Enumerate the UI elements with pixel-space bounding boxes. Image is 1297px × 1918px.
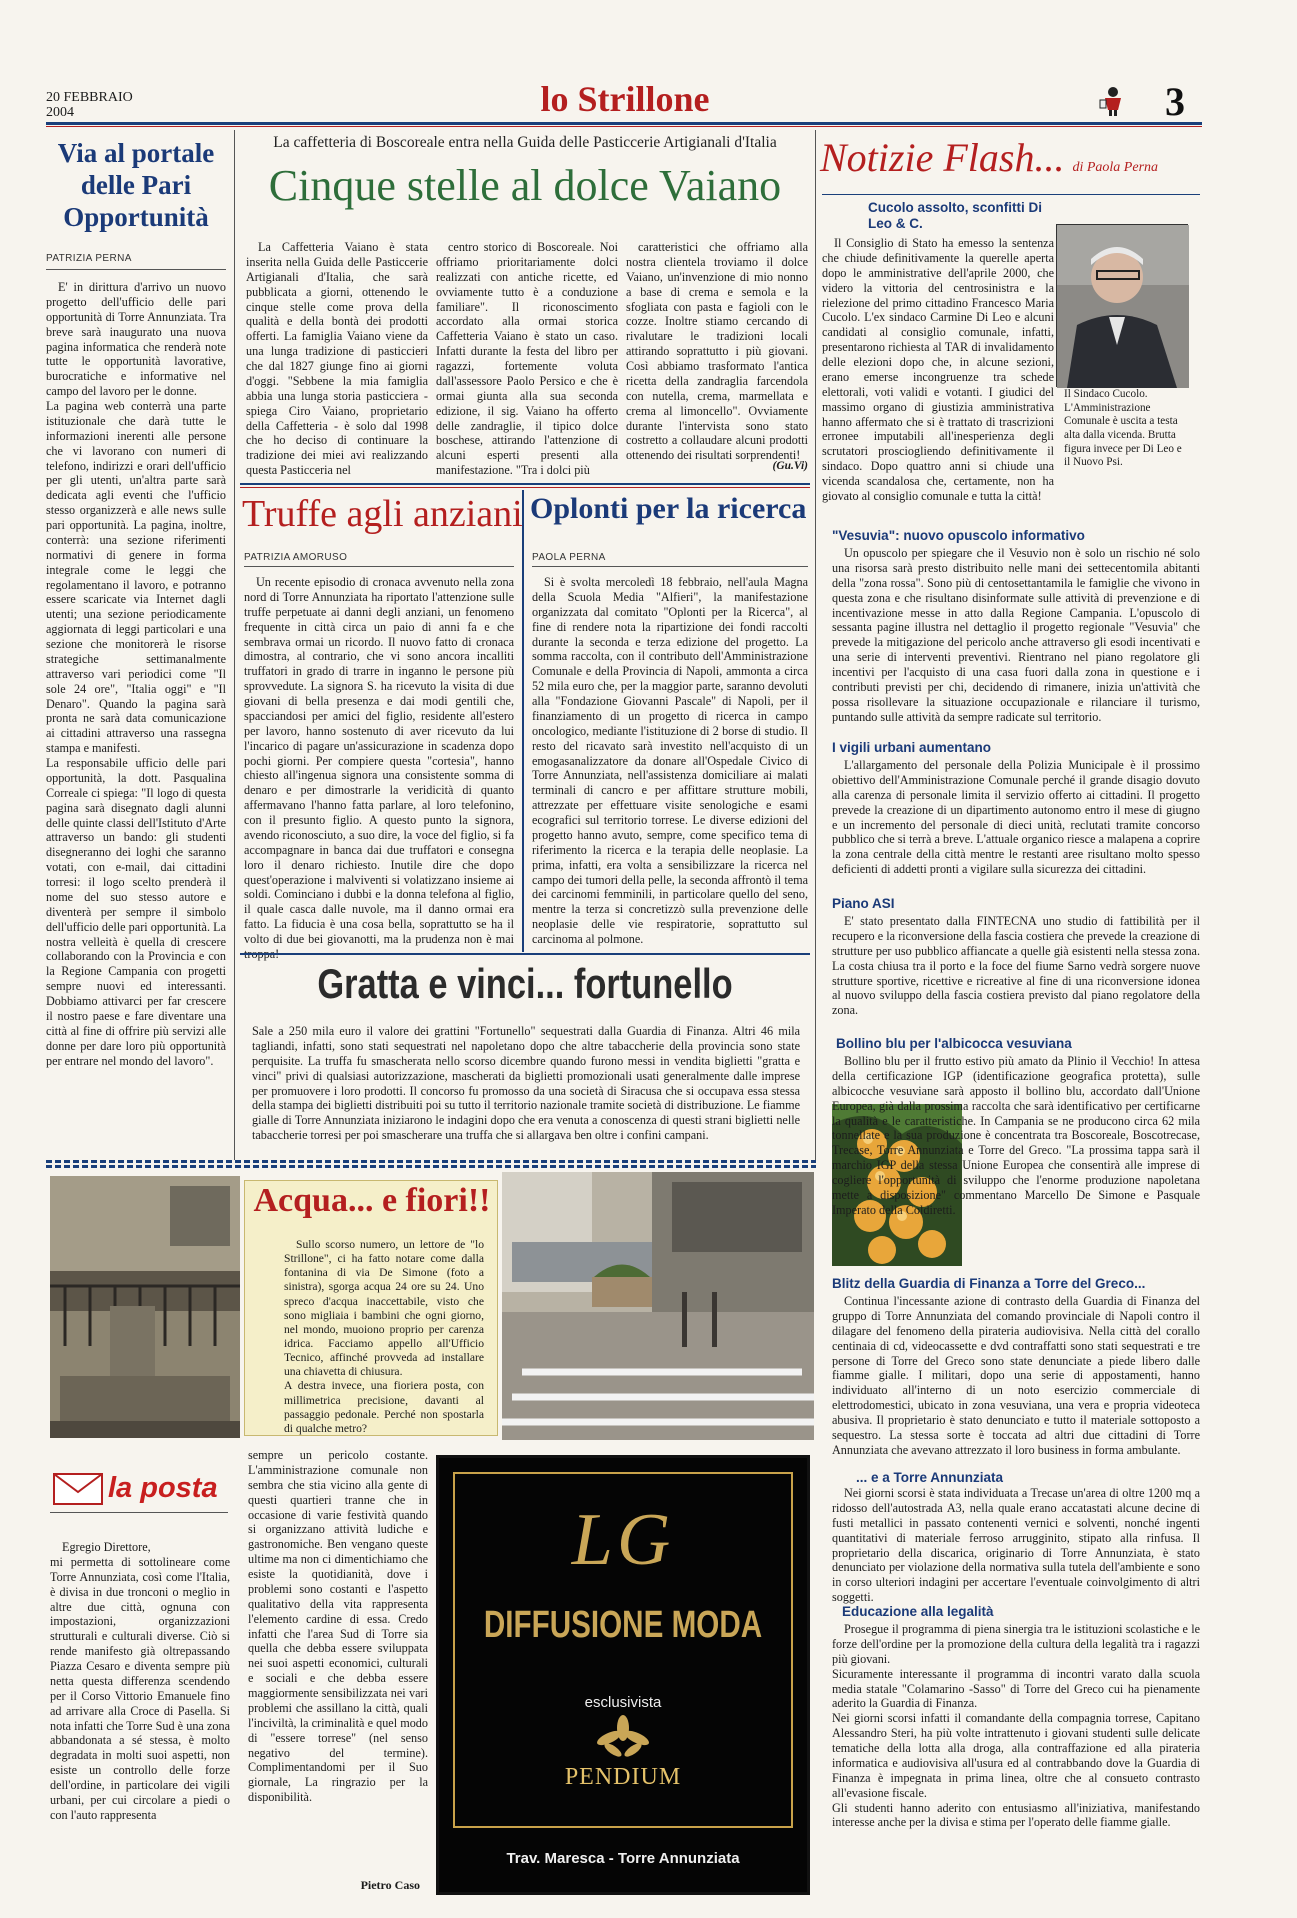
flash-item-4-body: Bollino blu per il frutto estivo più amato da Plinio il Vecchio! In attesa della certificazione IGP (identificazione geografica protetta), sulle albicocche vesuviane sarà apposto il bollino blu, accordato dall'Unione Europea, già dalla prossima raccolta che sarà identificativo per certificarne la qualità e le caratteristiche. In Campania se ne producono circa 62 mila tonnellate e la sua produzione è concentrata tra Boscoreale, Boscotrecase, Trecase, Torre Annunziata e Torre del Greco. "La prossima tappa sarà il marchio IGP della stessa Unione Europea che consentirà alle imprese di cogliere l'opportunità di sviluppo che l'enorme produzione napoletana mette a disposizione" commentano Marcello De Simone e Pasquale Imperato della Coldiretti.: [832, 1054, 1200, 1217]
flash-item-2-body: L'allargamento del personale della Polizia Municipale è il prossimo obiettivo dell'Amministrazione Comunale perché il grande disagio dovuto alla carenza di personale limita il servizio offerto ai cittadini. Il progetto prevede la creazione di un dipartimento autonomo entro il mese di giugno e un incremento del personale di dieci unità, reclutati tramite concorso pubblico che si terrà a breve. L'attuale organico riesce a malapena a coprire la zona centrale della città mentre le restanti aree risultano molto spesso deficienti di addetti pronti a vigilare sulla sicurezza dei cittadini.: [832, 758, 1200, 877]
flash-item-1-title: "Vesuvia": nuovo opuscolo informativo: [832, 528, 1085, 543]
ad-partner: PENDIUM: [564, 1764, 682, 1790]
gratta-title: Gratta e vinci... fortunello: [317, 960, 733, 1007]
fountain-photo: [50, 1176, 240, 1438]
flash-item-7-body: Prosegue il programma di piena sinergia tra le istituzioni scolastiche e le forze dell'ordine per la promozione della cultura della legalità tra i ragazzi più giovani. Sicuramente interessante il programma di incontri varato dalla scuola media statale "Colamarino -Sasso" di Torre del Greco cui ha pienamente aderito la Guardia di Finanza. Nei giorni scorsi infatti il comandante della compagnia torrese, Capitano Alessandro Steri, ha più volte intrattenuto i giovani studenti sulle delicate tematiche della lotta alla droga, alla contraffazione ed alla pirateria informatica e audiovisiva all'usura ed al contrabbando dove la Guardia di Finanza è impegnata in prima linea, oltre che al consueto contrasto all'evasione fiscale. Gli studenti hanno aderito con entusiasmo all'iniziativa, manifestando interesse anche per la divisa e stima per l'operato delle fiamme gialle.: [832, 1622, 1200, 1830]
flash-item-3-title: Piano ASI: [832, 896, 895, 911]
posta-col2: sempre un pericolo costante. L'amministrazione comunale non sembra che stia vicino alla gente di questi quartieri tranne che in occasione di varie festività quando si organizzano attività ludiche e gastronomiche. Ben vengano queste ultime ma non ci dimentichiamo che esiste la quotidianità, dove i problemi sono costanti e l'aspetto qualitativo della vita rappresenta l'elemento cardine di essa. Credo infatti che l'area Sud di Torre sia quella che debba essere sviluppata nei suoi aspetti economici, culturali e sociali e che debba essere maggiormente sensibilizzata nei vari problemi che assillano la città, quali l'inciviltà, la criminalità e quel modo di "essere torrese" (nel senso negativo del termine). Complimentandomi per il Suo giornale, La ringrazio per la disponibilità.: [248, 1448, 428, 1805]
flash-rule: [822, 194, 1200, 195]
flash-item-5-body: Continua l'incessante azione di contrasto della Guardia di Finanza del gruppo di Torre Annunziata del comando provinciale di Napoli contro il dilagare del fenomeno della pirateria audiovisiva. Nella città del corallo centinaia di cd, videocassette e dvd contraffatti sono stati sequestrati e tre persone di Torre del Greco sono state denunciate a piede libero dalle fiamme gialle. I militari, dopo una serie di appostamenti, hanno individuato all'interno di un noto esercizio commerciale di elettrodomestici, ubicato in zona vesuviana, una vera e propria videoteca abusiva. Il proprietario è stato denunciato e tutto il materiale sottoposto a sequestro. La stessa sorte è toccata ad altri due cittadini di Torre Annunziata che avevano attrezzato il loro business in forma ambulante.: [832, 1294, 1200, 1457]
flash-item-7-title: Educazione alla legalità: [842, 1604, 994, 1619]
ad-brand: DIFFUSIONE MODA: [483, 1604, 763, 1646]
vaiano-col3: caratteristici che offriamo alla nostra clientela troviamo il dolce Vaiano, un'invenzione di mio nonno a base di crema e semola e la sfogliata con pasta e fagioli con le cozze. Inoltre stiamo cercando di rivalutare le tradizioni locali attirando soprattutto i più giovani. Così abbiamo trasformato l'antica ricetta della zandraglia farcendola con nutella, crema, marmellata e crema al limoncello". Ovviamente durante l'intervista sono stato costretto a collaudare alcuni prodotti ottenendo dei risultati sorprendenti!: [626, 240, 808, 463]
truffe-title: Truffe agli anziani: [242, 493, 523, 535]
mayor-photo: [1056, 224, 1188, 387]
vaiano-col2: centro storico di Boscoreale. Noi offriamo prioritariamente dolci realizzati con antiche ricette, ed ovviamente tutto è a conduzione familiare". Il riconoscimento accordato alla ormai storica Caffetteria Vaiano è stato un caso. Infatti durante la festa del libro per ragazzi, fortemente voluta dall'assessore Paolo Persico e che è ormai giunta alla sua seconda edizione, il sig. Vaiano ha offerto delle zandraglie, il tipico dolce boschese, attirando l'attenzione di alcuni esperti presenti alla manifestazione. "Tra i dolci più: [436, 240, 618, 478]
acqua-title: Acqua... e fiori!!: [253, 1182, 491, 1219]
mayor-caption: Il Sindaco Cucolo. L'Amministrazione Comunale è uscita a testa alta dalla vicenda. Brutta figura invece per Di Leo e il Nuovo Psi.: [1064, 388, 1182, 469]
rule-gratta-top: [240, 953, 810, 955]
rule-vaiano-bottom-red: [240, 487, 810, 488]
flash-item-4-body-cont: [966, 1092, 1200, 1093]
flash-item-4-title: Bollino blu per l'albicocca vesuviana: [836, 1036, 1072, 1051]
flower-icon: [593, 1714, 653, 1764]
col-divider-left: [234, 130, 235, 1160]
pari-byline: PATRIZIA PERNA: [46, 253, 132, 264]
flash-item-2-title: I vigili urbani aumentano: [832, 740, 992, 755]
flash-item-3-body: E' stato presentato dalla FINTECNA uno studio di fattibilità per il recupero e la riconversione della fascia costiera che prevede la creazione di strutture per uso pubblico affiancate a quelle già esistenti nella stessa zona. La costa chiusa tra il porto e la foce del fiume Sarno vedrà sorgere nuove strutture sportive, ricettive e ricreative al fine di una riconversione idonea al nuovo sviluppo della fascia costiera previsto dal piano regolatore della zona.: [832, 914, 1200, 1018]
flash-title-b: Flash...: [943, 135, 1065, 180]
acqua-body: Sullo scorso numero, un lettore de "lo Strillone", ci ha fatto notare come dalla fontanina di via De Simone (foto a sinistra), sgorga acqua 24 ore su 24. Uno spreco d'acqua inaccettabile, visto che sono migliaia i bambini che ogni giorno, nel mondo, muoiono proprio per carenza idrica. Facciamo appello all'Ufficio Tecnico, affinché provveda ad installare una chiavetta di chiusura. A destra invece, una fioriera posta, con millimetrica precisione, davanti al passaggio pedonale. Perché non spostarla di qualche metro?: [284, 1238, 484, 1435]
paperboy-icon: [1100, 86, 1126, 116]
col-divider-right: [815, 130, 816, 1160]
envelope-icon: [52, 1470, 104, 1506]
oplonti-body: Si è svolta mercoledì 18 febbraio, nell'aula Magna della Scuola Media "Alfieri", la manifestazione organizzata dal comitato "Oplonti per la Ricerca", al fine di rendere nota la ripartizione dei fondi raccolti durante la seconda e terza edizione del progetto. La somma raccolta, con il contributo dell'Amministrazione Comunale e della Provincia di Napoli, ammonta a circa 52 mila euro che, per la maggior parte, saranno devoluti alla "Fondazione Giovanni Pascale" di Napoli, per il finanziamento di un progetto di ricerca in campo oncologico, mediante l'istituzione di 2 borse di studio. Il resto del ricavato sarà investito nell'acquisto di un emogasanalizzatore da donare all'Ospedale Civico di Torre Annunziata, nell'assistenza domiciliare ai malati terminali di cancro e per affittare strutture mobili, attrezzate per effettuare visite senologiche e esami ecografici sul territorio torrese. Le diverse edizioni del progetto hanno avuto, sempre, come specifico tema di riferimento la ricerca e la terapia delle neoplasie. La prima, infatti, era volta a sensibilizzare la ricerca nel campo dei tumori della pelle, la seconda affrontò il tema dei carcinomi femminili, in particolare quello del seno, mentre la terza si concretizzò sulla prevenzione delle neoplasie delle vie respiratorie, soprattutto sul carcinoma al polmone.: [532, 575, 808, 946]
flash-item-6-title: ... e a Torre Annunziata: [856, 1470, 1004, 1485]
pari-title: Via al portale delle Pari Opportunità: [57, 138, 215, 232]
oplonti-rule: [532, 566, 808, 567]
flash-item-1-body: Un opuscolo per spiegare che il Vesuvio non è solo un rischio né solo una risorsa sarà presto distribuito nelle mani dei settecentomila abitanti della "zona rossa". Sono più di centosettantamila le famiglie che vivono in questa zona e che risultano disinformate sulle attività di prevenzione e di incentivazione messe in atto dalla Regione Campania. L'opuscolo di sessanta pagine illustra nel dettaglio il progetto regionale "Vesuvia" che prevede la mitigazione del pericolo anche attraverso gli esodi incentivati e una serie di interventi preventivi. Rientrano nel piano regolatore gli incentivi per l'acquisto di una casa fuori dalla zona in questione e i contributi previsti per chi, decidendo di rimanere, inizia un'attività che possa risollevare la situazione occupazionale e rilanciare il turismo, puntando sulle attività da sempre radicate sul territorio.: [832, 546, 1200, 724]
truffe-body: Un recente episodio di cronaca avvenuto nella zona nord di Torre Annunziata ha riportato l'attenzione sulle truffe perpetuate ai danni degli anziani, un fenomeno frequente in città circa un paio di anni fa e che sembrava ormai un ricordo. Il nuovo fatto di cronaca dimostra, al contrario, che vi sono ancora incalliti truffatori in grado di trarre in inganno le persone più sprovvedute. La signora S. ha ricevuto la visita di due giovani di bella presenza e dai modi gentili che, spacciandosi per amici del figlio, residente all'estero per lavoro, hanno sostenuto di aver ricevuto da lui l'incarico di pagare un'assicurazione in scadenza dopo pochi giorni. Per compiere questa "cortesia", hanno chiesto all'ingenua signora una consistente somma di denaro e per dimostrarle la veridicità di quanto affermavano l'hanno fatta parlare, al loro telefonino, con il presunto figlio. A questo punto la signora, avendo riconosciuto, a suo dire, la voce del figlio, si fa accompagnare in banca dai due truffatori e consegna loro il denaro richiesto. Inutile dire che dopo quest'operazione i malviventi si volatizzano insieme ai soldi. Cominciano i dubbi e la donna telefona al figlio, il quale casca dalle nuvole, ma il danno ormai era fatto. La fiducia è una cosa bella, soprattutto se ha il volto di due bei giovanotti, ma la prudenza non è mai troppa!: [244, 575, 514, 961]
col-divider-mid: [522, 490, 524, 952]
header-rule: [46, 122, 1202, 125]
flash-item-0-body-b: [822, 376, 1054, 377]
flash-item-0-body: Il Consiglio di Stato ha emesso la sentenza che chiude definitivamente la querelle aperta dopo le amministrative dell'aprile 2000, che videro la vittoria del centrosinistra e la rielezione del primo cittadino Francesco Maria Cucolo. L'ex sindaco Carmine Di Leo e alcuni candidati al consiglio comunale, infatti, presentarono richiesta al TAR di invalidamento delle elezioni dopo che, in alcune sezioni, erano emerse incongruenze tra schede elettorali, voti validi e votanti. I giudici del massimo organo di giustizia amministrativa hanno affermato che si è trattato di trascrizioni erronee imputabili all'inesperienza degli scrutatori prosciogliendo definitivamente il sindaco. Dopo quattro anni si chiude una vicenda scandalosa che, certamente, non ha giovato al consiglio comunale e tutta la città!: [822, 236, 1054, 503]
rule-vaiano-bottom: [240, 483, 810, 485]
truffe-rule: [244, 566, 514, 567]
vaiano-kicker: La caffetteria di Boscoreale entra nella Guida delle Pasticcerie Artigianali d'Italia: [273, 134, 777, 151]
pari-rule: [46, 269, 226, 270]
issue-date: 20 FEBBRAIO 2004: [46, 90, 133, 120]
masthead: lo Strillone: [540, 79, 710, 119]
posta-label: la posta: [108, 1472, 218, 1504]
ad-address: Trav. Maresca - Torre Annunziata: [506, 1850, 740, 1867]
vaiano-col1: La Caffetteria Vaiano è stata inserita nella Guida delle Pasticcerie Artigianali d'Italia, che sarà pubblicata a giorni, ottenendo le cinque stelle come prova della qualità e della bontà dei prodotti offerti. La famiglia Vaiano viene da una lunga tradizione di pasticcieri che dal 1827 giunge fino ai giorni d'oggi. "Sebbene la mia famiglia abbia una lunga storia pasticciera - spiega Ciro Vaiano, proprietario della Caffetteria - è solo dal 1998 che ho deciso di continuare la tradizione dei miei avi realizzando questa Pasticceria nel: [246, 240, 428, 478]
flash-title: [820, 134, 1200, 181]
vaiano-signature: (Gu.Vi): [772, 460, 808, 472]
flash-item-5-title: Blitz della Guardia di Finanza a Torre del Greco...: [832, 1276, 1146, 1291]
ad-logo: LG: [571, 1499, 675, 1581]
flash-author: di Paola Perna: [1072, 160, 1159, 175]
pari-body: E' in dirittura d'arrivo un nuovo progetto dell'ufficio delle pari opportunità di Torre Annunziata. Tra breve sarà inaugurato una nuova pagina informatica che renderà note tutte le opportunità lavorative, burocratiche e informative nel campo del lavoro per le donne. La pagina web conterrà una parte istituzionale che darà tutte le informazioni inerenti alle persone che vi lavorano con numeri di telefono, indirizzi e orari dell'ufficio per gli utenti, un'altra parte sarà dedicata agli eventi che l'ufficio stesso organizzerà e alle news sulle pari opportunità. La pagina, inoltre, conterrà: una sezione riferimenti normativi di genere in forma integrale come le leggi che regolamentano il lavoro, e potranno essere scaricate via Internet dagli utenti; una sezione periodicamente aggiornata di leggi particolari e una sezione che monitorerà le risorse strategiche settimanalmente attraverso vari periodici come "Il sole 24 ore", "Italia oggi" e "Il Denaro". Quando la pagina sarà pronta ne sarà data comunicazione ai cittadini attraverso una rassegna stampa e manifesti. La responsabile ufficio delle pari opportunità, la dott. Pasqualina Correale ci spiega: "Il logo di questa pagina sarà disegnato dagli alunni delle quinte classi dell'Istituto d'Arte attraverso un bando: gli studenti disegneranno dei loghi che saranno votati, con e-mail, dai cittadini torresi: il logo scelto prenderà il nome del suo stesso autore e diventerà per sempre il simbolo dell'ufficio delle pari opportunità. La nostra velleità è quella di crescere collaborando con la Provincia e con la Regione Campania con progetti sempre nuovi ed interessanti. Dobbiamo attivarci per far crescere il nostro paese e fare diventare una città al fine di offrire più servizi alle donne per dare loro più opportunità per entrare nel mondo del lavoro".: [46, 280, 226, 1068]
posta-rule: [50, 1512, 228, 1513]
posta-signature: Pietro Caso: [360, 1878, 420, 1892]
flash-item-6-body: Nei giorni scorsi è stata individuata a Trecase un'area di oltre 1200 mq a ridosso dell'autostrada A3, nella quale erano accatastati alcune decine di fusti metallici in passato contenenti vernici e solventi, nonché ingenti quantitativi di materiale ferroso arrugginito, stipato alla rinfusa. Il proprietario della discarica, originario di Torre Annunziata, è stato denunciato per violazione della normativa sulla tutela dell'ambiente e sono in corso ulteriori indagini per accertare l'eventuale coinvolgimento di altri soggetti.: [832, 1486, 1200, 1605]
flash-item-0-title: Cucolo assolto, sconfitti Di Leo & C.: [868, 200, 1043, 231]
oplonti-byline: PAOLA PERNA: [532, 552, 606, 563]
flowerbed-photo: [502, 1172, 814, 1440]
vaiano-title: Cinque stelle al dolce Vaiano: [268, 161, 782, 210]
section-stripe: [46, 1160, 816, 1170]
truffe-byline: PATRIZIA AMORUSO: [244, 552, 348, 563]
posta-col1: Egregio Direttore, mi permetta di sottolineare come Torre Annunziata, così come l'Italia, è divisa in due tronconi o meglio in altre due città, ognuna con impostazioni, organizzazioni strutturali e culturali diverse. Ciò si rende manifesto già oltrepassando Piazza Cesaro e diventa sempre più netta questa differenza scendendo per il Corso Vittorio Emanuele fino ad arrivare alla Croce di Pasella. Si nota infatti che Torre Sud è una zona abbandonata a sé stessa, è molto degradata in molti suoi aspetti, non esiste un controllo delle forze dell'ordine, in particolare dei vigili urbani, per cui circolare a piedi o con l'auto rappresenta: [50, 1540, 230, 1822]
oplonti-title: Oplonti per la ricerca: [530, 492, 807, 525]
ad-tag: esclusivista: [584, 1694, 662, 1711]
advert[interactable]: [436, 1455, 810, 1895]
header-rule-red: [46, 126, 1202, 127]
flash-title-a: Notizie: [820, 135, 944, 180]
gratta-body: Sale a 250 mila euro il valore dei grattini "Fortunello" sequestrati dalla Guardia di Finanza. Altri 46 mila tagliandi, infatti, sono stati sequestrati nel napoletano dopo che altre tabaccherie della provincia sono state perquisite. La truffa fu smascherata nello scorso dicembre quando furono messi in vendita biglietti "gratta e vinci" privi di qualsiasi autorizzazione, mascherati da biglietti promozionali usati generalmente dalle imprese per promuovere i loro prodotti. Il concorso fu promosso da una società di Siracusa che si occupava essa stessa della stampa dei biglietti distribuiti poi su tutto il territorio nazionale tramite società di distribuzione. Le fiamme gialle di Torre Annunziata iniziarono le indagini dopo che era venuta a conoscenza di questi strani biglietti nelle tabaccherie torresi per poi smascherare una truffa che si allargava ben oltre i confini campani.: [252, 1024, 800, 1143]
page-number: 3: [1165, 79, 1185, 124]
